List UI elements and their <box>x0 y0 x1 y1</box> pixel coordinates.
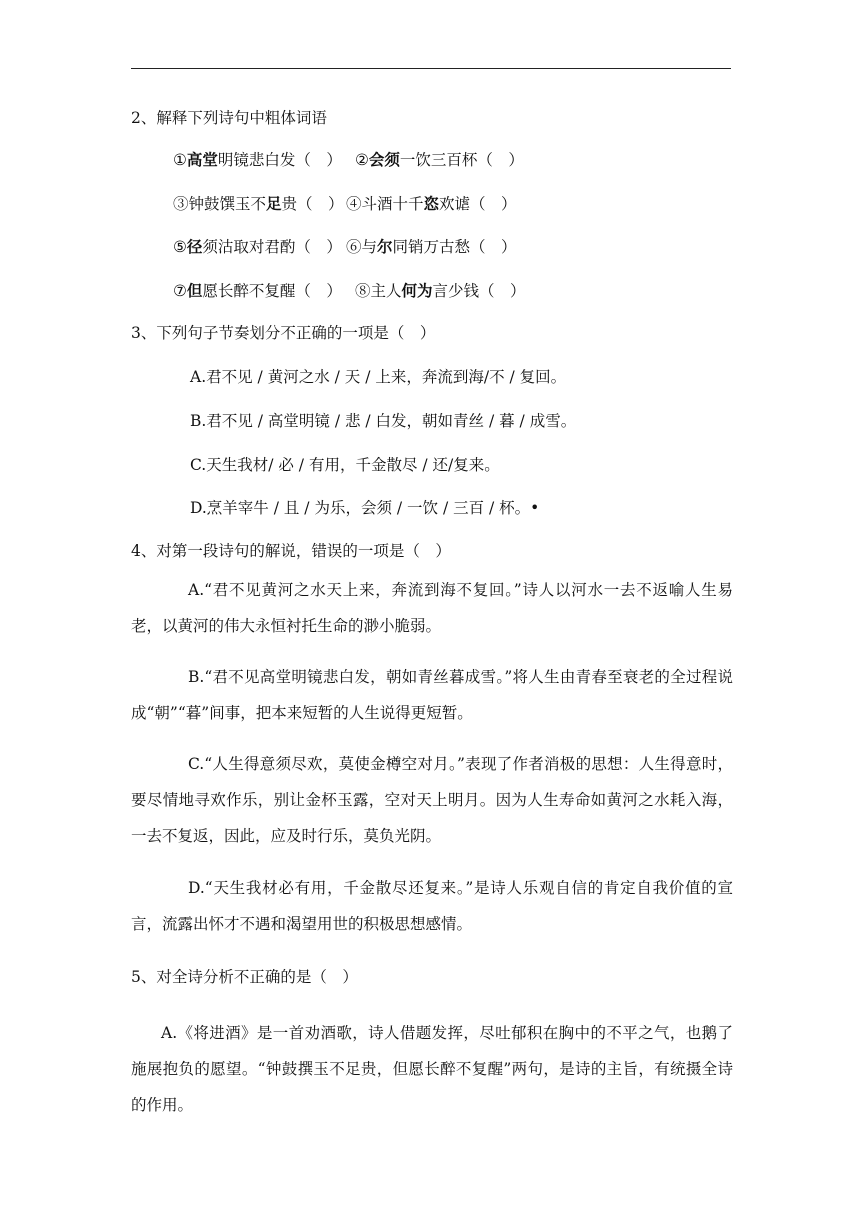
item-text: 言少钱（ ） <box>432 282 526 300</box>
item-text: 明镜悲白发（ ） <box>217 151 342 169</box>
item-text: 贵（ ） <box>281 195 344 213</box>
item-text: 同销万古愁（ ） <box>392 238 517 256</box>
item-text: 与 <box>361 238 378 256</box>
q2-title: 2、解释下列诗句中粗体词语 <box>131 109 327 127</box>
q3-title: 3、下列句子节奏划分不正确的一项是（ ） <box>131 324 436 342</box>
q2-item <box>346 237 517 257</box>
bold-keyword: 足 <box>266 194 282 213</box>
item-text: ③ <box>173 195 189 213</box>
item-text: 愿长醉不复醒（ ） <box>202 282 342 300</box>
q3-option-a: A.君不见 / 黄河之水 / 天 / 上来，奔流到海/不 / 复回。 <box>190 368 567 386</box>
bold-keyword: 会须 <box>368 150 400 169</box>
q3-option-c: C.天生我材/ 必 / 有用，千金散尽 / 还/复来。 <box>190 456 500 474</box>
bold-keyword: 尔 <box>377 237 393 256</box>
q3-option-d: D.烹羊宰牛 / 且 / 为乐，会须 / 一饮 / 三百 / 杯。• <box>190 499 540 517</box>
q3-option-b: B.君不见 / 高堂明镜 / 悲 / 白发，朝如青丝 / 暮 / 成雪。 <box>190 412 577 430</box>
item-text: ⑥ <box>346 238 362 256</box>
q5-title: 5、对全诗分析不正确的是（ ） <box>131 968 358 986</box>
q4-title: 4、对第一段诗句的解说，错误的一项是（ ） <box>131 542 451 560</box>
q2-item <box>173 150 342 170</box>
bold-keyword: 何为 <box>401 281 433 300</box>
header-rule <box>131 68 731 69</box>
q2-item <box>346 194 517 214</box>
item-text: ⑧ <box>355 282 371 300</box>
bold-keyword: 高堂 <box>186 150 218 169</box>
q2-item <box>173 281 342 301</box>
item-text: ⑦ <box>173 282 187 300</box>
item-text: 欢谑（ ） <box>439 195 517 213</box>
q2-item <box>355 150 524 170</box>
item-text: ① <box>173 151 187 169</box>
q5-option-a: A.《将进酒》是一首劝酒歌，诗人借题发挥，尽吐郁积在胸中的不平之气，也鹅了施展抱负的愿望。“钟鼓撰玉不足贵，但愿长醉不复醒”两句，是诗的主旨，有统摄全诗的作用。 <box>131 1024 733 1114</box>
bold-keyword: 径 <box>186 237 203 256</box>
bold-keyword: 恣 <box>423 194 440 213</box>
q4-option-d: D.“天生我材必有用，千金散尽还复来。”是诗人乐观自信的肯定自我价值的宣言，流露出怀才不遇和渴望用世的积极思想感情。 <box>131 879 733 933</box>
item-text: 一饮三百杯（ ） <box>399 151 524 169</box>
q4-option-b: B.“君不见高堂明镜悲白发，朝如青丝暮成雪。”将人生由青春至衰老的全过程说成“朝”“暮”间事，把本来短暂的人生说得更短暂。 <box>131 668 733 722</box>
q2-item <box>173 194 344 214</box>
q4-option-c: C.“人生得意须尽欢，莫使金樽空对月。”表现了作者消极的思想：人生得意时，要尽情地寻欢作乐，别让金杯玉露，空对天上明月。因为人生寿命如黄河之水耗入海，一去不复返，因此，应及时行乐，莫负光阴。 <box>131 755 733 845</box>
item-text: 斗酒十千 <box>361 195 424 213</box>
item-text: 钟鼓馔玉不 <box>188 195 267 213</box>
item-text: ② <box>355 151 369 169</box>
item-text: ④ <box>346 195 362 213</box>
item-text: ⑤ <box>173 238 187 256</box>
item-text: 主人 <box>370 282 402 300</box>
q2-item <box>173 237 342 257</box>
bold-keyword: 但 <box>186 281 203 300</box>
q2-item <box>355 281 526 301</box>
item-text: 须沽取对君酌（ ） <box>202 238 342 256</box>
q4-option-a: A.“君不见黄河之水天上来，奔流到海不复回。”诗人以河水一去不返喻人生易老，以黄河的伟大永恒衬托生命的渺小脆弱。 <box>131 581 733 635</box>
